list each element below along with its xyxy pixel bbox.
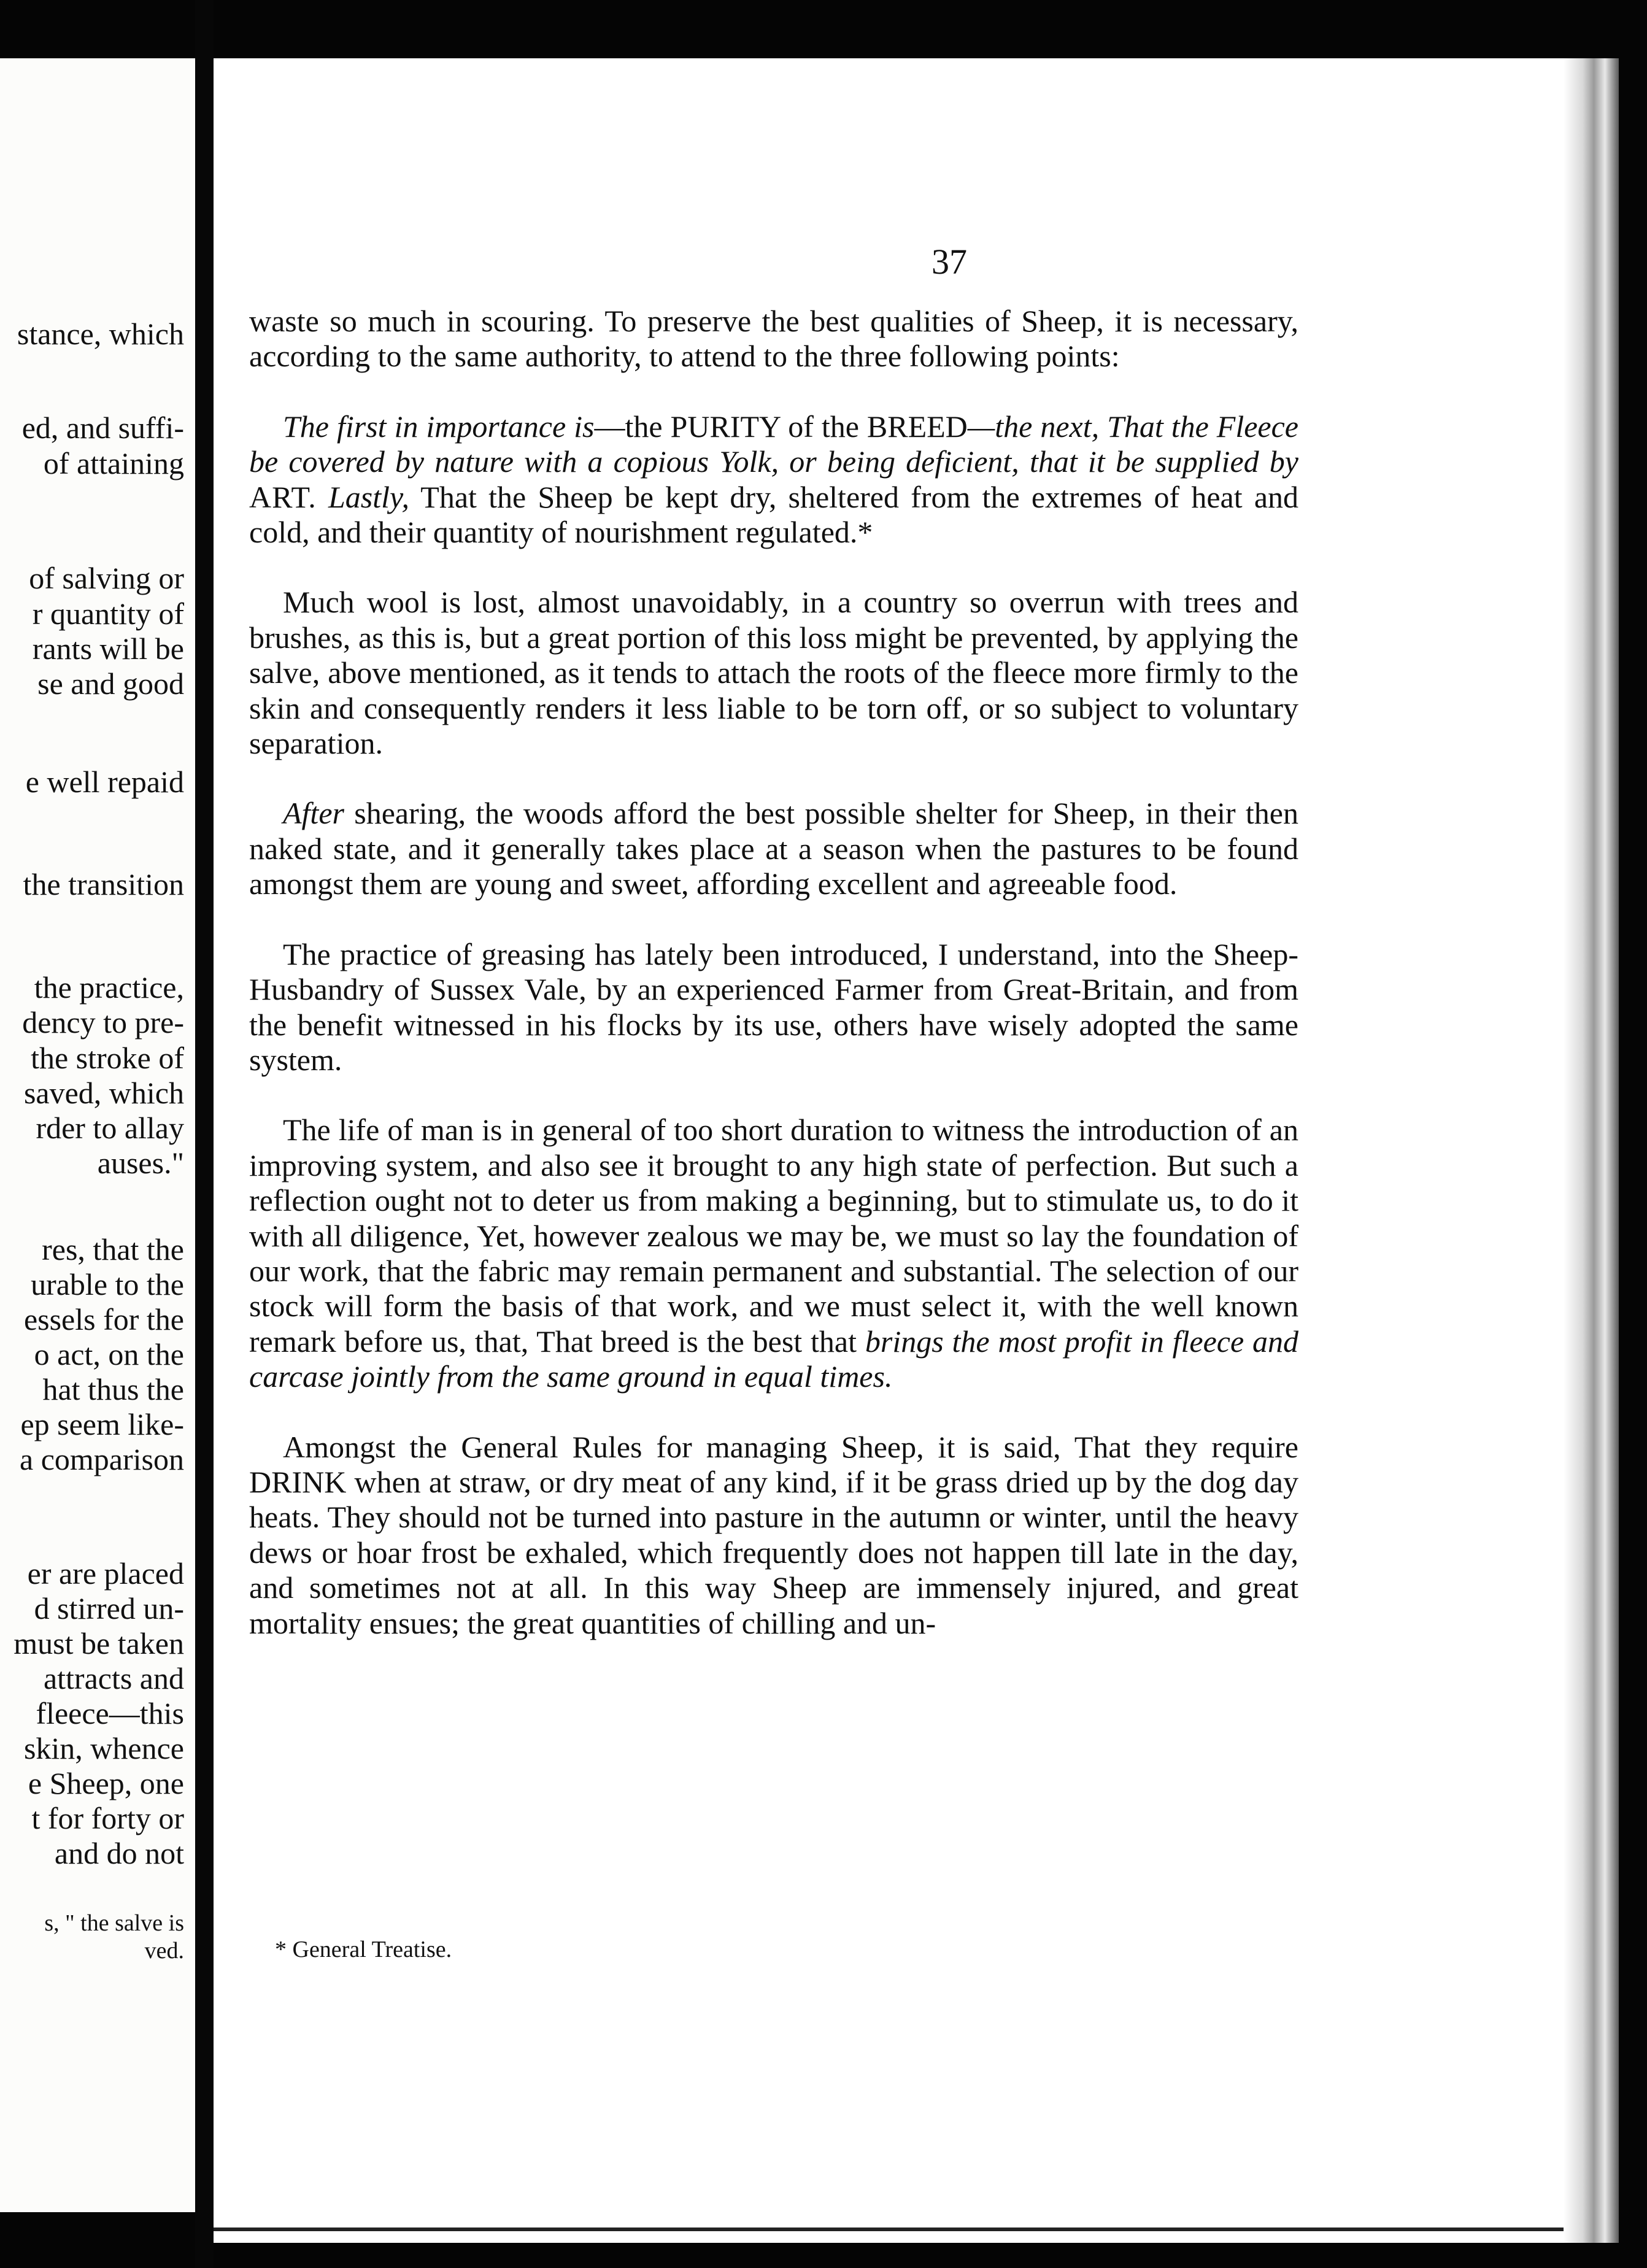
left-line: the transition	[23, 867, 184, 901]
paragraph-after-shearing	[249, 796, 1298, 901]
page-bottom-edge	[214, 2228, 1619, 2231]
left-line: res, that the	[42, 1232, 184, 1267]
paragraph: Amongst the General Rules for managing Sheep, it is said, That they require DRINK when at straw, or dry meat of any kind, if it be grass dried up by the dog day heats. They should not be turned into pasture in the autumn or winter, until the heavy dews or hoar frost be exhaled, which frequently does not happen till late in the day, and sometimes not at all. In this way Sheep are immensely injured, and great mortality ensues; the great quantities of chilling and un-	[249, 1429, 1298, 1640]
paragraph: The practice of greasing has lately been introduced, I understand, into the Sheep-Husbandry of Sussex Vale, by an experienced Farmer from Great-Britain, and from the benefit witnessed in his flocks by its use, others have wisely adopted the same system.	[249, 936, 1298, 1077]
left-line: ved.	[144, 1938, 184, 1964]
paragraph-text: The life of man is in general of too short duration to witness the introduction of an improving system, and also see it brought to any high state of perfection. But such a reflection ought not to deter us from making a beginning, but to stimulate us, to do it with all diligence, Yet, however zealous we may be, we must so lay the foundation of our work, that the fabric may remain permanent and substantial. The selection of our stock will form the basis of that work, and we must select it, with the well known remark before us, that, That breed is the best that	[249, 1113, 1298, 1359]
left-line: the stroke of	[31, 1041, 184, 1075]
left-line: essels for the	[23, 1302, 184, 1336]
left-line: fleece—this	[36, 1696, 184, 1730]
left-line: a comparison	[20, 1442, 184, 1476]
paragraph: Much wool is lost, almost unavoidably, in a country so overrun with trees and brushes, as this is, but a great portion of this loss might be prevented, by applying the salve, above mentioned, as it tends to attach the roots of the fleece more firmly to the skin and consequently renders it less liable to be torn off, or so subject to voluntary separation.	[249, 585, 1298, 761]
points-text: —the next, That the Fleece be covered by nature with a copious Yolk, or being deficient, that it be supplied by	[249, 409, 1298, 479]
body-text	[249, 304, 1298, 1641]
left-line: of attaining	[43, 446, 184, 480]
book-gutter	[195, 0, 214, 2268]
page-number: 37	[932, 242, 967, 282]
points-text: ART.	[249, 479, 317, 514]
after-word: After	[283, 796, 344, 831]
left-line: e Sheep, one	[28, 1766, 184, 1800]
left-line: urable to the	[31, 1267, 184, 1302]
right-page	[214, 58, 1619, 2243]
left-line: hat thus the	[42, 1372, 184, 1406]
breed-quote: brings the most profit in fleece and carcase jointly from the same ground in equal times.	[249, 1324, 1299, 1394]
points-text: Lastly,	[328, 479, 409, 514]
left-line: and do not	[54, 1836, 184, 1870]
left-line: t for forty or	[31, 1801, 184, 1835]
left-line: ep seem like-	[20, 1407, 184, 1441]
left-line: d stirred un-	[34, 1591, 184, 1626]
paragraph: waste so much in scouring. To preserve the best qualities of Sheep, it is necessary, according to the same authority, to attend to the three following points:	[249, 304, 1298, 374]
left-line: must be taken	[14, 1626, 184, 1660]
left-line: dency to pre-	[22, 1005, 184, 1040]
left-line: s, " the salve is	[44, 1910, 184, 1936]
points-text: —the PURITY of the BREED	[594, 409, 968, 444]
left-line: of salving or	[29, 561, 184, 595]
left-page-fragment	[0, 58, 195, 2212]
left-line: er are placed	[27, 1556, 184, 1591]
left-line: ed, and suffi-	[21, 411, 184, 445]
footnote: * General Treatise.	[275, 1937, 452, 1962]
left-line: se and good	[37, 666, 184, 701]
left-line: auses."	[97, 1146, 184, 1180]
left-line: rder to allay	[36, 1111, 184, 1145]
left-line: rants will be	[32, 631, 184, 666]
points-text: That the Sheep be kept dry, sheltered from the extremes of heat and cold, and their quantity of nourishment regulated.*	[249, 479, 1299, 550]
left-line: the practice,	[34, 970, 184, 1005]
points-text: The first in importance is	[283, 409, 595, 444]
page-edge-shadow	[1564, 58, 1619, 2243]
left-line: saved, which	[23, 1076, 184, 1110]
left-line: stance, which	[17, 317, 184, 351]
left-line: e well repaid	[25, 765, 184, 799]
after-text: shearing, the woods afford the best possible shelter for Sheep, in their then naked state, and it generally takes place at a season when the pastures to be found amongst them are young and sweet, affording excellent and agreeable food.	[249, 796, 1298, 901]
paragraph-points	[249, 409, 1298, 550]
left-line: attracts and	[43, 1661, 184, 1695]
paragraph-life-of-man	[249, 1113, 1298, 1394]
left-line: o act, on the	[34, 1337, 184, 1371]
left-line: skin, whence	[23, 1731, 184, 1765]
left-line: r quantity of	[32, 596, 184, 631]
